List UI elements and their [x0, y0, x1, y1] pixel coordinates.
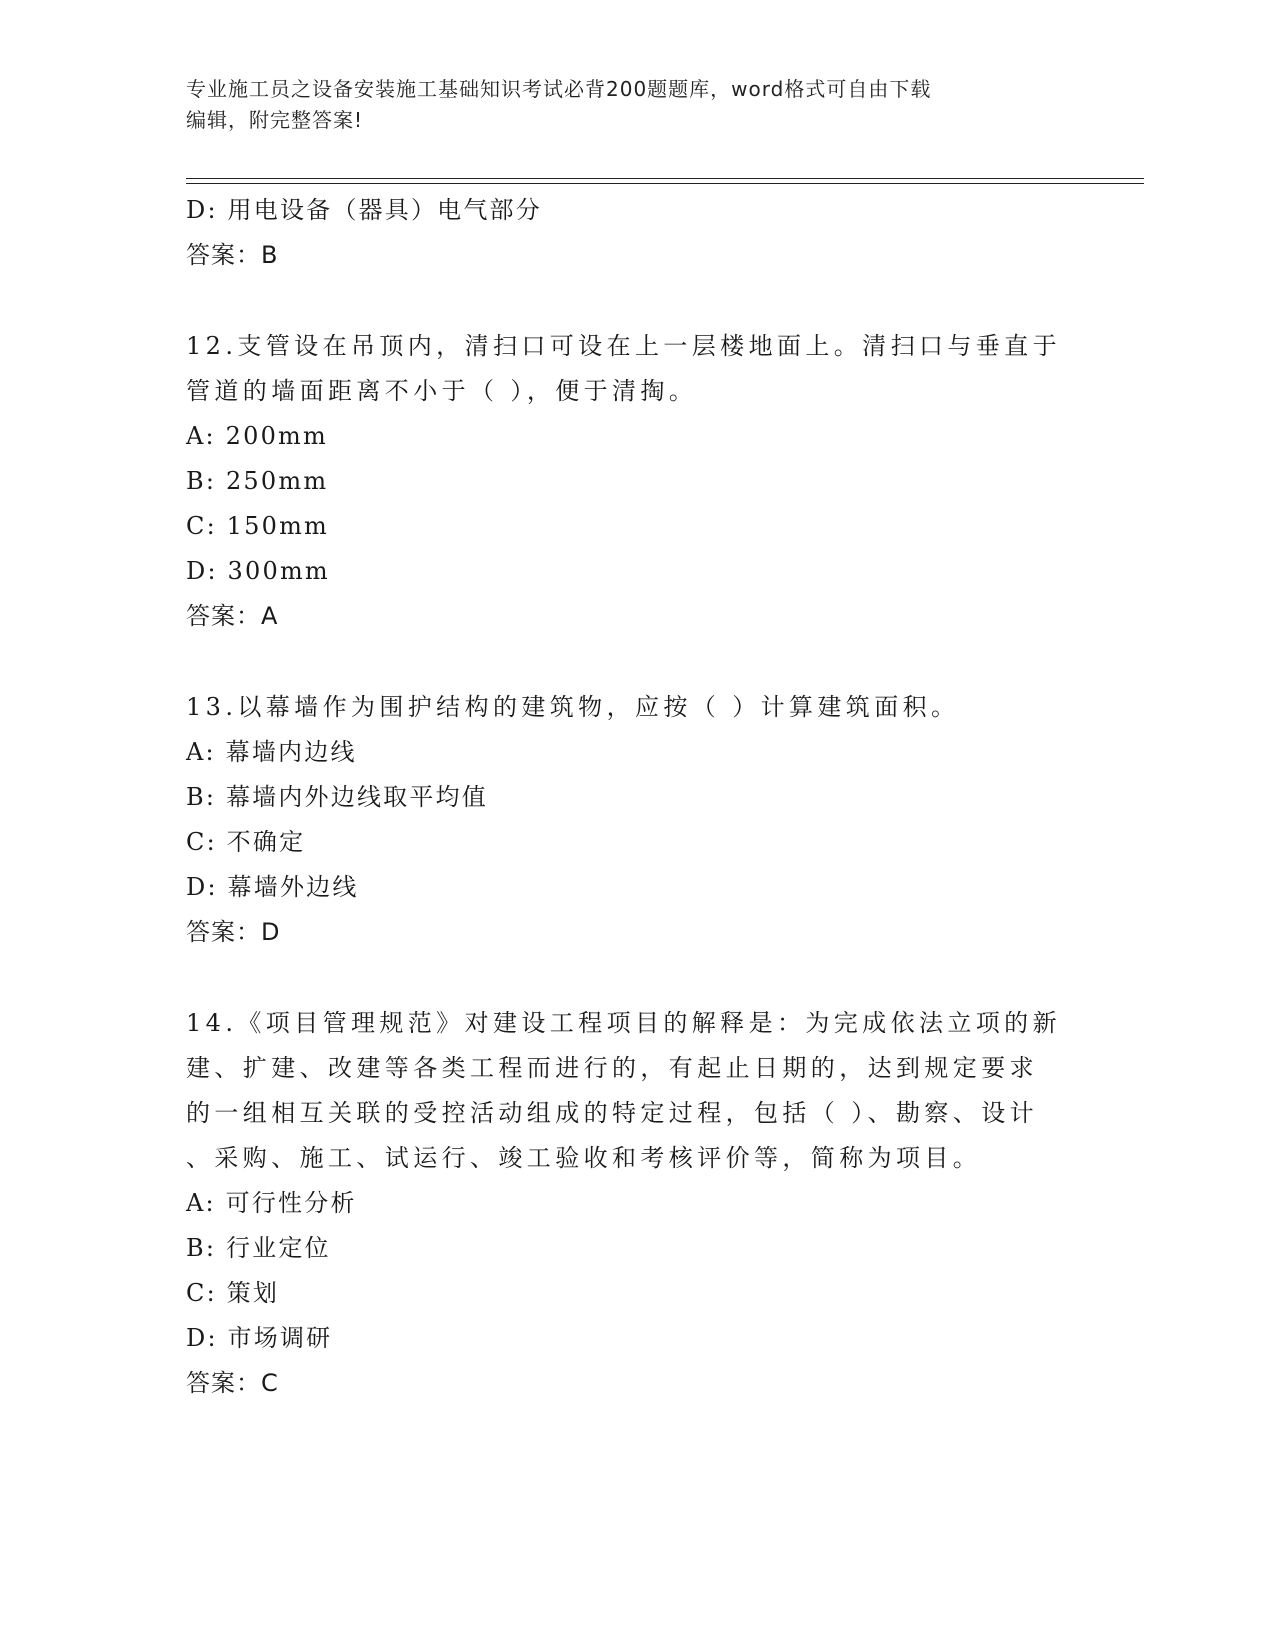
header-divider-top [186, 178, 1144, 179]
question-14-text [186, 1001, 1086, 1181]
question-13-option-b: B: 幕墙内外边线取平均值 [186, 783, 488, 811]
question-12-answer: 答案：A [186, 602, 279, 630]
header-title-line-2: 编辑，附完整答案! [186, 108, 364, 132]
question-12-option-d: D: 300mm [186, 557, 330, 585]
question-12 [186, 324, 1086, 639]
header-divider-bottom [186, 183, 1144, 184]
spacer [186, 639, 1086, 685]
header-title-line-1: 专业施工员之设备安装施工基础知识考试必背200题题库，word格式可自由下载 [186, 77, 932, 101]
question-14 [186, 1001, 1086, 1406]
question-14-option-c: C: 策划 [186, 1279, 280, 1307]
question-14-option-b: B: 行业定位 [186, 1234, 331, 1262]
spacer [186, 278, 1086, 324]
prev-question-option-d: D: 用电设备（器具）电气部分 [186, 196, 542, 224]
question-13-option-d: D: 幕墙外边线 [186, 873, 359, 901]
question-13-option-c: C: 不确定 [186, 828, 306, 856]
question-14-text-line-3: 的一组相互关联的受控活动组成的特定过程，包括（ ）、勘察、设计 [186, 1099, 1039, 1127]
question-14-option-d: D: 市场调研 [186, 1324, 333, 1352]
page-header [186, 74, 1086, 136]
question-14-text-line-2: 建、扩建、改建等各类工程而进行的，有起止日期的，达到规定要求 [186, 1054, 1038, 1082]
question-14-text-line-4: 、采购、施工、试运行、竣工验收和考核评价等，简称为项目。 [186, 1144, 982, 1172]
question-12-option-b: B: 250mm [186, 467, 329, 495]
question-content [186, 188, 1086, 1406]
question-13 [186, 685, 1086, 955]
question-12-text [186, 324, 1086, 414]
question-13-text [186, 685, 1086, 730]
spacer [186, 955, 1086, 1001]
question-14-option-a: A: 可行性分析 [186, 1189, 357, 1217]
question-14-answer: 答案：C [186, 1369, 279, 1397]
question-12-option-c: C: 150mm [186, 512, 330, 540]
prev-question-answer: 答案：B [186, 241, 279, 269]
question-12-text-line-2: 管道的墙面距离不小于（ ），便于清掏。 [186, 377, 698, 405]
question-13-option-a: A: 幕墙内边线 [186, 738, 357, 766]
question-14-text-line-1: 14.《项目管理规范》对建设工程项目的解释是：为完成依法立项的新 [186, 1009, 1061, 1037]
question-12-option-a: A: 200mm [186, 422, 328, 450]
question-12-text-line-1: 12.支管设在吊顶内，清扫口可设在上一层楼地面上。清扫口与垂直于 [186, 332, 1061, 360]
question-13-text-line-1: 13.以幕墙作为围护结构的建筑物，应按（ ）计算建筑面积。 [186, 693, 960, 721]
question-13-answer: 答案：D [186, 918, 281, 946]
